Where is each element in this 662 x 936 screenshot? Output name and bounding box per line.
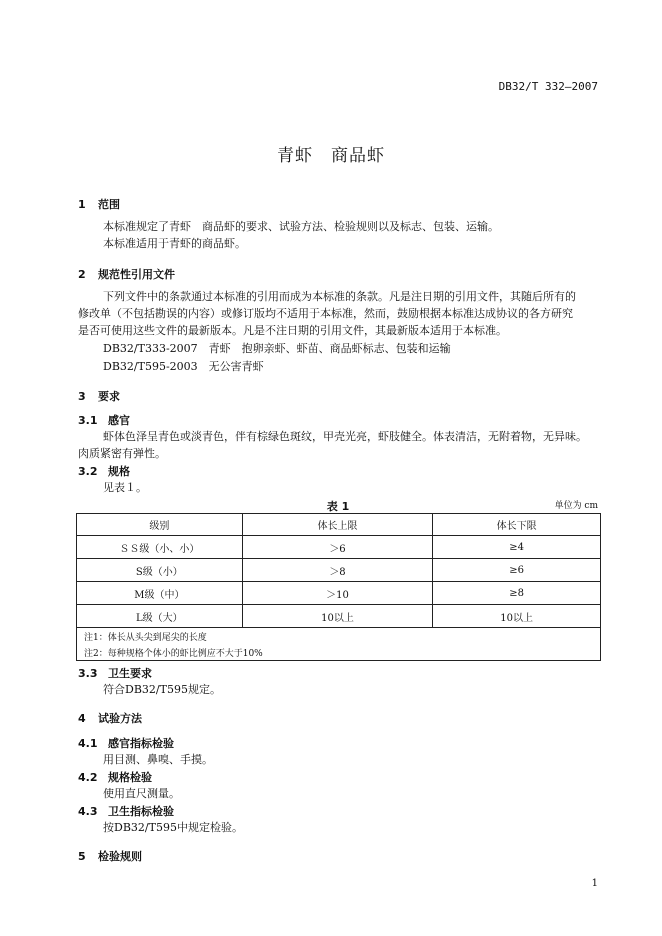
reference-item-2: DB32/T595-2003 无公害青虾	[103, 360, 264, 373]
size-test-text: 使用直尺测量。	[103, 787, 180, 800]
table-header-cell: 体长下限	[433, 514, 601, 536]
section-number: 2	[78, 268, 86, 281]
subsection-number: 3.1	[78, 414, 98, 427]
references-paragraph-line-3: 是否可使用这些文件的最新版本。凡是不注日期的引用文件，其最新版本适用于本标准。	[78, 324, 507, 337]
document-title: 青虾 商品虾	[277, 146, 385, 166]
section-number: 3	[78, 390, 86, 403]
subsection-title: 卫生指标检验	[108, 805, 174, 818]
table-header-cell: 级别	[77, 514, 243, 536]
section-title: 检验规则	[98, 850, 142, 863]
subsection-3-1-heading	[78, 412, 130, 428]
subsection-4-3-heading	[78, 803, 174, 819]
section-1-heading	[78, 196, 120, 212]
table-row	[77, 536, 601, 559]
subsection-number: 4.3	[78, 805, 98, 818]
table-cell: ＳＳ级（小、小）	[77, 536, 243, 559]
subsection-4-1-heading	[78, 735, 174, 751]
section-number: 4	[78, 712, 86, 725]
section-title: 规范性引用文件	[98, 268, 175, 281]
subsection-title: 感官指标检验	[108, 737, 174, 750]
table-cell: M级（中）	[77, 582, 243, 605]
table-caption: 表 1	[326, 500, 350, 513]
specification-table	[76, 513, 601, 661]
table-cell: S级（小）	[77, 559, 243, 582]
subsection-3-2-heading	[78, 463, 130, 479]
table-unit: 单位为 cm	[554, 501, 598, 511]
sensory-test-text: 用目测、鼻嗅、手摸。	[103, 753, 213, 766]
reference-item-1: DB32/T333-2007 青虾 抱卵亲虾、虾苗、商品虾标志、包装和运输	[103, 342, 451, 355]
section-title: 试验方法	[98, 712, 142, 725]
section-2-heading	[78, 266, 175, 282]
table-cell: ≥6	[433, 559, 601, 582]
section-3-heading	[78, 388, 120, 404]
section-title: 范围	[98, 198, 120, 211]
table-header-row	[77, 514, 601, 536]
references-paragraph-line-2: 修改单（不包括勘误的内容）或修订版均不适用于本标准，然而，鼓励根据本标准达成协议的各方研究	[78, 307, 573, 320]
section-4-heading	[78, 710, 142, 726]
table-cell: ＞8	[242, 559, 433, 582]
specification-text: 见表１。	[103, 481, 147, 494]
table-note-1: 注1：体长从头尖到尾尖的长度	[77, 628, 601, 645]
table-cell: ＞6	[242, 536, 433, 559]
references-paragraph-line-1: 下列文件中的条款通过本标准的引用而成为本标准的条款。凡是注日期的引用文件，其随后所有的	[103, 290, 576, 303]
sensory-text-line-2: 肉质紧密有弹性。	[78, 447, 166, 460]
subsection-title: 感官	[108, 414, 130, 427]
table-cell: ≥4	[433, 536, 601, 559]
table-note-row	[77, 644, 601, 661]
sensory-text-line-1: 虾体色泽呈青色或淡青色，伴有棕绿色斑纹，甲壳光亮，虾肢健全。体表清洁，无附着物，无异味。	[103, 430, 587, 443]
section-number: 1	[78, 198, 86, 211]
hygiene-test-text: 按DB32/T595中规定检验。	[103, 821, 243, 834]
section-5-heading	[78, 848, 142, 864]
section-title: 要求	[98, 390, 120, 403]
subsection-title: 卫生要求	[108, 667, 152, 680]
subsection-number: 3.3	[78, 667, 98, 680]
scope-paragraph-1: 本标准规定了青虾 商品虾的要求、试验方法、检验规则以及标志、包装、运输。	[103, 220, 499, 233]
subsection-number: 4.2	[78, 771, 98, 784]
table-row	[77, 559, 601, 582]
subsection-title: 规格检验	[108, 771, 152, 784]
section-number: 5	[78, 850, 86, 863]
subsection-title: 规格	[108, 465, 130, 478]
table-cell: L级（大）	[77, 605, 243, 628]
table-note-2: 注2：每种规格个体小的虾比例应不大于10%	[77, 644, 601, 661]
scope-paragraph-2: 本标准适用于青虾的商品虾。	[103, 237, 246, 250]
subsection-3-3-heading	[78, 665, 152, 681]
table-cell: 10以上	[433, 605, 601, 628]
subsection-number: 4.1	[78, 737, 98, 750]
hygiene-text: 符合DB32/T595规定。	[103, 683, 221, 696]
table-cell: ≥8	[433, 582, 601, 605]
table-cell: 10以上	[242, 605, 433, 628]
page-number: 1	[591, 878, 598, 889]
subsection-number: 3.2	[78, 465, 98, 478]
table-row	[77, 605, 601, 628]
table-row	[77, 582, 601, 605]
document-number: DB32/T 332—2007	[498, 80, 598, 93]
subsection-4-2-heading	[78, 769, 152, 785]
table-cell: ＞10	[242, 582, 433, 605]
table-header-cell: 体长上限	[242, 514, 433, 536]
table-note-row	[77, 628, 601, 645]
